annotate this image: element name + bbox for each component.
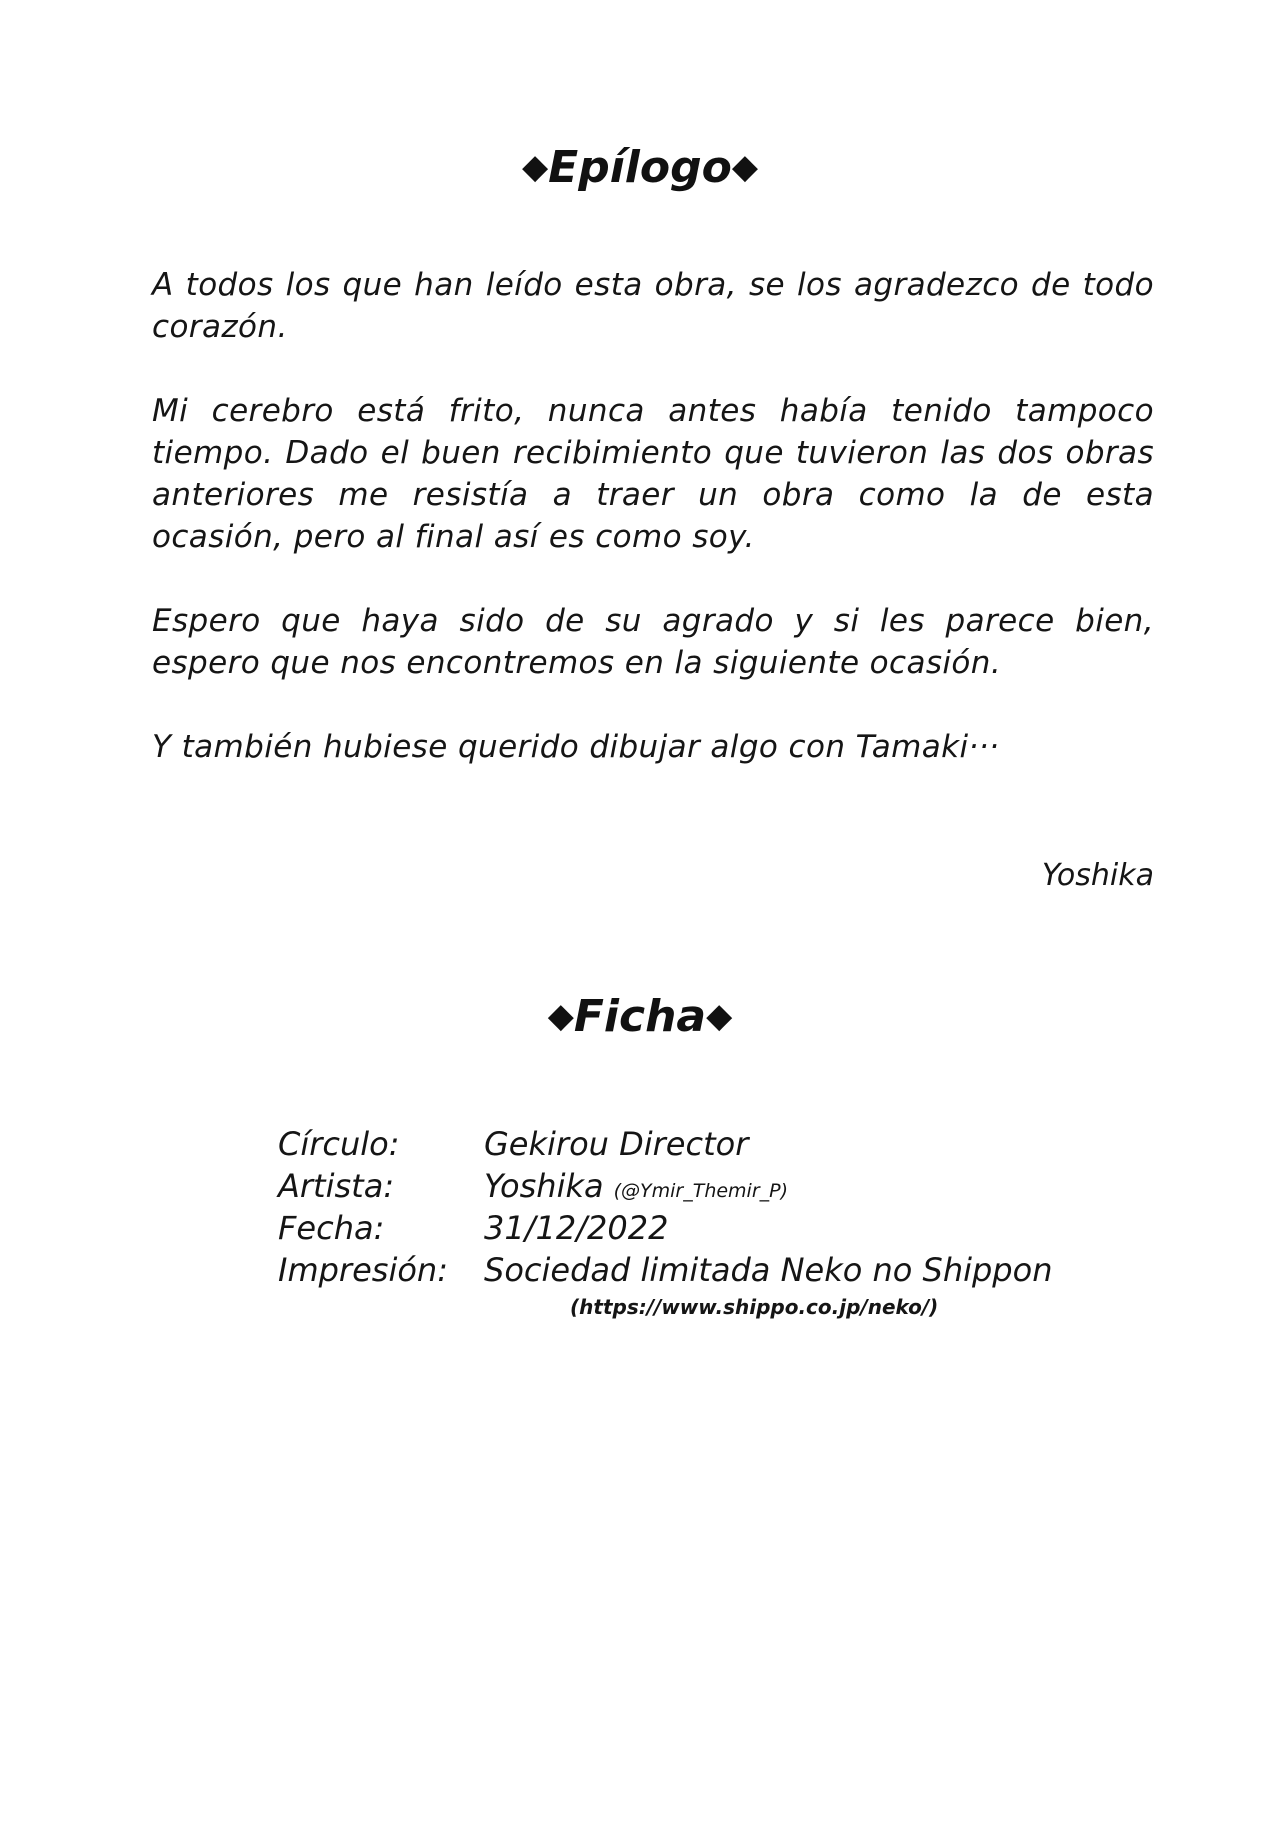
ficha-value: Yoshika [484,1167,604,1205]
artist-handle: (@Ymir_Themir_P) [613,1180,789,1202]
printer-url: (https://www.shippo.co.jp/neko/) [570,1295,939,1319]
ficha-label: Artista: [278,1167,395,1205]
epilogo-paragraph-3: Espero que haya sido de su agrado y si les parece bien, espero que nos encontremos en la siguiente ocasión. [152,603,1154,681]
ficha-label: Fecha: [278,1209,385,1247]
ficha-value: 31/12/2022 [484,1209,669,1247]
ficha-row-circulo [278,1125,1052,1167]
diamond-icon: ◆ [547,996,574,1036]
ficha-title: Ficha [573,991,707,1042]
ficha-info [278,1125,1052,1293]
epilogo-paragraph-1: A todos los que han leído esta obra, se los agradezco de todo corazón. [152,267,1154,345]
epilogo-paragraph-4: Y también hubiese querido dibujar algo con Tamaki··· [152,729,1000,765]
epilogo-title: Epílogo [548,142,732,193]
ficha-value: Sociedad limitada Neko no Shippon [484,1251,1053,1289]
epilogo-heading [0,142,1280,193]
signature: Yoshika [1041,858,1154,893]
epilogo-paragraph-2: Mi cerebro está frito, nunca antes había tenido tampoco tiempo. Dado el buen recibimiento que tuvieron las dos obras anteriores me resistía a traer un obra como la de esta ocasión, pero al final así es como soy. [152,393,1154,555]
ficha-row-artista [278,1167,1052,1209]
diamond-icon: ◆ [731,147,758,187]
ficha-row-impresion [278,1251,1052,1293]
diamond-icon: ◆ [706,996,733,1036]
ficha-label: Impresión: [278,1251,448,1289]
ficha-label: Círculo: [278,1125,400,1163]
ficha-row-fecha [278,1209,1052,1251]
diamond-icon: ◆ [522,147,549,187]
ficha-heading [0,991,1280,1042]
ficha-value: Gekirou Director [484,1125,749,1163]
